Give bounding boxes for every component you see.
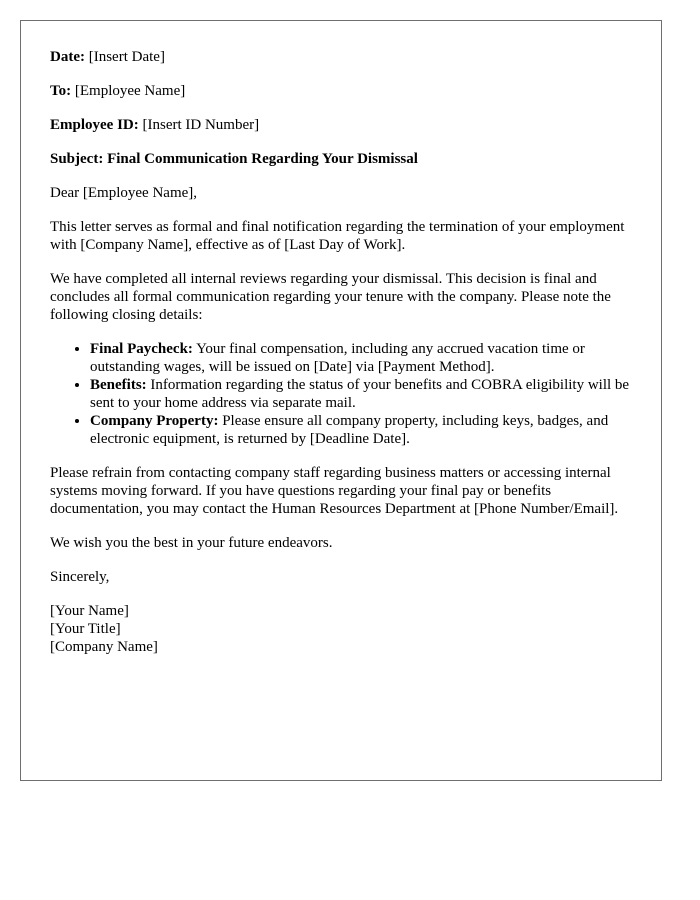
to-value: [Employee Name] xyxy=(74,83,186,99)
list-item-text: Please ensure all company property, including keys, badges, and electronic equipment, is returned by [Deadline Date]. xyxy=(90,413,609,447)
signature-name: [Your Name] xyxy=(50,603,129,619)
paragraph-well-wishes: We wish you the best in your future endeavors. xyxy=(50,535,333,551)
date-value: [Insert Date] xyxy=(88,49,165,65)
to-label: To: xyxy=(50,83,72,99)
paragraph-termination-notice: This letter serves as formal and final notification regarding the termination of your employment with [Company Name], effective as of [Last Day of Work]. xyxy=(50,219,625,253)
list-item-company-property xyxy=(90,412,633,448)
employee-id-label: Employee ID: xyxy=(50,117,139,133)
closing-details-list xyxy=(50,340,633,448)
signature-title: [Your Title] xyxy=(50,621,121,637)
valediction: Sincerely, xyxy=(50,569,110,585)
signature-block xyxy=(50,602,633,656)
list-item-label: Benefits: xyxy=(90,377,147,393)
employee-id-line xyxy=(50,116,633,134)
date-line xyxy=(50,48,633,66)
list-item-text: Information regarding the status of your benefits and COBRA eligibility will be sent to your home address via separate mail. xyxy=(90,377,630,411)
list-item-label: Company Property: xyxy=(90,413,219,429)
employee-id-value: [Insert ID Number] xyxy=(142,117,260,133)
paragraph-review-complete: We have completed all internal reviews regarding your dismissal. This decision is final and concludes all formal communication regarding your tenure with the company. Please note the following closing details: xyxy=(50,271,611,323)
to-line xyxy=(50,82,633,100)
date-label: Date: xyxy=(50,49,85,65)
signature-company: [Company Name] xyxy=(50,639,158,655)
salutation: Dear [Employee Name], xyxy=(50,185,198,201)
letter-document xyxy=(20,20,662,781)
list-item-label: Final Paycheck: xyxy=(90,341,193,357)
list-item-text: Your final compensation, including any accrued vacation time or outstanding wages, will be issued on [Date] via [Payment Method]. xyxy=(90,341,585,375)
subject-line: Subject: Final Communication Regarding Your Dismissal xyxy=(50,151,418,167)
list-item-benefits xyxy=(90,376,633,412)
paragraph-contact-instructions: Please refrain from contacting company staff regarding business matters or accessing internal systems moving forward. If you have questions regarding your final pay or benefits documentation, you may contact the Human Resources Department at [Phone Number/Email]. xyxy=(50,465,619,517)
list-item-final-paycheck xyxy=(90,340,633,376)
